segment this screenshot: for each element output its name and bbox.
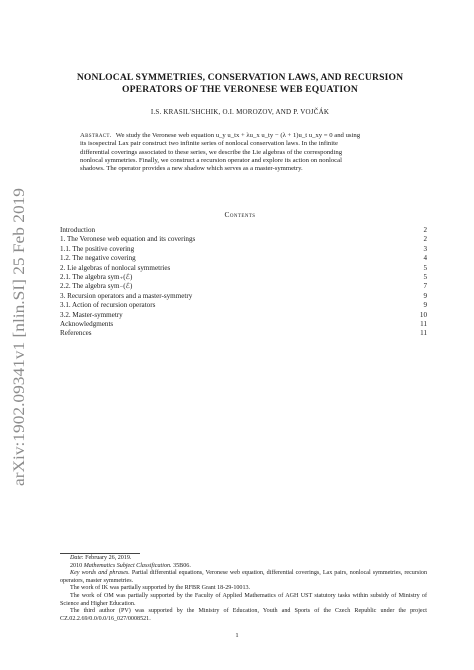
msc-year: 2010 [70,562,84,569]
funding-om: The work of OM was partially supported by the Faculty of Applied Mathematics of AGH UST statutory tasks within subsidy of Ministry of Science and Higher Education. [60,592,427,607]
keywords-value: Partial differential equations, Veronese web equation, differential coverings, Lax pairs, nonlocal symmetries, recursion operators, master symmetries. [60,570,428,584]
msc-label: Mathematics Subject Classification. [83,562,172,569]
toc-entry[interactable] [60,282,427,291]
arxiv-id-text: arXiv:1902.09341v1 [nlin.SI] 25 Feb 2019 [11,219,28,486]
toc-entry-label: 3.2. Master-symmetry [60,310,123,319]
toc-entry-page: 2 [423,235,427,244]
contents-heading: Contents [224,210,256,219]
toc-entry[interactable] [60,254,427,263]
toc-entry-page: 7 [423,282,427,291]
keywords-note [60,570,427,585]
toc-entry-page: 3 [423,244,427,253]
date-note [60,555,427,563]
abstract-line-4: nonlocal symmetries. Finally, we construct a recursion operator and explore its action on nonlocal [80,156,342,164]
toc-entry[interactable] [60,245,427,254]
msc-value: 35B06. [171,562,191,569]
toc-entry-page: 10 [419,310,427,319]
abstract-line-3: differential coverings associated to these series, we describe the Lie algebras of the corresponding [80,148,343,156]
toc-entry-label: Introduction [60,226,96,234]
toc-entry-label: 2.2. The algebra sym₋(ℰ) [60,282,133,291]
toc-entry[interactable] [60,292,427,301]
toc-entry-page: 11 [420,319,427,328]
footnotes [60,553,427,623]
toc-entry-label: 3.1. Action of recursion operators [60,301,156,310]
toc-entry-page: 5 [423,263,427,272]
title-line-1: NONLOCAL SYMMETRIES, CONSERVATION LAWS, AND RECURSION [76,72,404,83]
date-value: : February 26, 2019. [81,555,132,561]
toc-entry[interactable] [60,301,427,310]
arxiv-identifier [4,186,32,486]
toc-entry-label: 2. Lie algebras of nonlocal symmetries [60,263,171,272]
toc-entry-page: 11 [420,329,427,338]
toc-entry-label: 1. The Veronese web equation and its coverings [60,235,196,244]
abstract-line-5: shadows. The operator provides a new shadow which serves as a master-symmetry. [80,165,303,173]
page-number: 1 [235,632,239,639]
toc-entry[interactable] [60,320,427,329]
toc-entry-page: 2 [423,226,427,234]
funding-ik: The work of IK was partially supported by the RFBR Grant 18-29-10013. [70,585,251,592]
toc-entry[interactable] [60,273,427,282]
toc-entry[interactable] [60,264,427,273]
abstract [80,132,402,173]
toc-entry-label: 2.1. The algebra sym₊(ℰ) [60,272,133,281]
keywords-label: Key words and phrases. [70,570,130,577]
author-list: I.S. KRASIL'SHCHIK, O.I. MOROZOV, AND P. VOJČÁK [150,108,330,116]
toc-entry-page: 9 [423,301,427,310]
toc-entry[interactable] [60,311,427,320]
funding-pv: The third author (PV) was supported by the Ministry of Education, Youth and Sports of the Czech Republic under the project CZ.02.2.69/0.0/0.0/16_027/0008521. [60,608,427,622]
abstract-label: Abstract. [80,132,112,139]
toc-entry-page: 5 [423,272,427,281]
toc-entry-label: Acknowledgments [60,319,114,328]
toc-entry-label: 1.1. The positive covering [60,244,135,253]
toc-entry-label: References [60,329,92,338]
toc-entry-label: 3. Recursion operators and a master-symmetry [60,291,193,300]
toc-entry[interactable] [60,235,427,244]
footnote-rule [60,553,140,554]
abstract-line-1: We study the Veronese web equation u_y u_tx + λu_x u_ty − (λ + 1)u_t u_xy = 0 and using [115,132,361,139]
toc-entry[interactable] [60,226,427,235]
toc-entry-page: 9 [423,291,427,300]
title-line-2: OPERATORS OF THE VERONESE WEB EQUATION [122,84,358,95]
date-label: Date [70,555,82,561]
table-of-contents [60,226,427,339]
toc-entry[interactable] [60,329,427,338]
toc-entry-label: 1.2. The negative covering [60,254,136,263]
paper-title [40,72,440,96]
abstract-line-2: its isospectral Lax pair construct two infinite series of nonlocal conservation laws. In the infinite [80,140,338,148]
toc-entry-page: 4 [423,254,427,263]
